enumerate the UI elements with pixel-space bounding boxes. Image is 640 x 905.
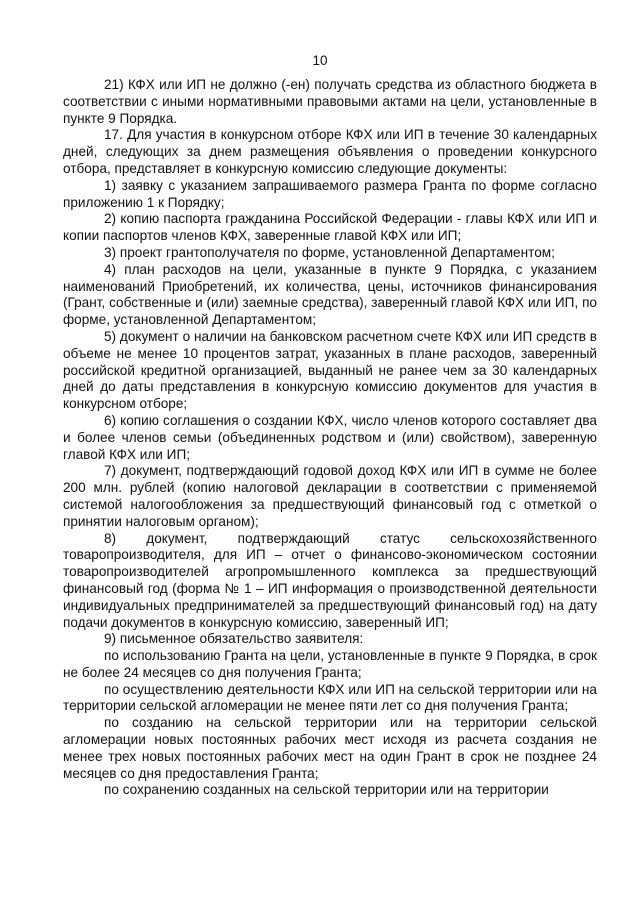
document-body <box>63 77 597 799</box>
list-item-8-producer-status: 8) документ, подтверждающий статус сельскохозяйственного товаропроизводителя, для ИП – отчет о финансово-экономическом состоянии товаропроизводителей агропромышленного комплекса за предшествующий финансовый год (форма № 1 – ИП информация о производственной деятельности индивидуальных предпринимателей за предшествующий финансовый год) на дату подачи документов в конкурсную комиссию, заверенный ИП; <box>63 530 597 630</box>
list-item-9-obligation: 9) письменное обязательство заявителя: <box>104 631 364 647</box>
list-item-3-project: 3) проект грантополучателя по форме, установленной Департаментом; <box>104 244 555 260</box>
obligation-activity: по осуществлению деятельности КФХ или ИП на сельской территории или на территории сельской агломерации не менее пяти лет со дня получения Гранта; <box>63 681 597 714</box>
obligation-jobs-preservation: по сохранению созданных на сельской территории или на территории <box>104 782 549 798</box>
obligation-jobs-creation: по созданию на сельской территории или на территории сельской агломерации новых постоянных рабочих мест исходя из расчета создания не менее трех новых постоянных рабочих мест на один Грант в срок не позднее 24 месяцев со дня предоставления Гранта; <box>63 715 597 781</box>
list-item-2-passport: 2) копию паспорта гражданина Российской Федерации - главы КФХ или ИП и копии паспортов членов КФХ, заверенные главой КФХ или ИП; <box>63 211 597 244</box>
list-item-6-agreement: 6) копию соглашения о создании КФХ, число членов которого составляет два и более членов семьи (объединенных родством и (или) свойством), заверенную главой КФХ или ИП; <box>63 412 597 462</box>
paragraph-17-participation: 17. Для участия в конкурсном отборе КФХ или ИП в течение 30 календарных дней, следующих за днем размещения объявления о проведении конкурсного отбора, представляет в конкурсную комиссию следующие документы: <box>63 127 597 176</box>
list-item-4-expense-plan: 4) план расходов на цели, указанные в пункте 9 Порядка, с указанием наименований Приобретений, их количества, цены, источников финансирования (Грант, собственные и (или) заемные средства), заверенный главой КФХ или ИП, по форме, установленной Департаментом; <box>63 261 597 328</box>
list-item-5-bank-funds: 5) документ о наличии на банковском расчетном счете КФХ или ИП средств в объеме не менее 10 процентов затрат, указанных в плане расходов, заверенный российской кредитной организацией, выданный не ранее чем за 30 календарных дней до даты представления в конкурсную комиссию документов для участия в конкурсном отборе; <box>63 328 597 412</box>
paragraph-21-kfh-funds: 21) КФХ или ИП не должно (-ен) получать средства из областного бюджета в соответствии с иными нормативными правовыми актами на цели, установленные в пункте 9 Порядка. <box>63 77 597 126</box>
list-item-7-income: 7) документ, подтверждающий годовой доход КФХ или ИП в сумме не более 200 млн. рублей (копию налоговой декларации в соответствии с применяемой системой налогообложения за предшествующий финансовый год с отметкой о принятии налоговым органом); <box>63 463 597 529</box>
page-number: 10 <box>312 53 328 68</box>
list-item-1-application: 1) заявку с указанием запрашиваемого размера Гранта по форме согласно приложению 1 к Порядку; <box>63 177 597 210</box>
obligation-grant-use: по использованию Гранта на цели, установленные в пункте 9 Порядка, в срок не более 24 месяцев со дня получения Гранта; <box>63 648 597 680</box>
